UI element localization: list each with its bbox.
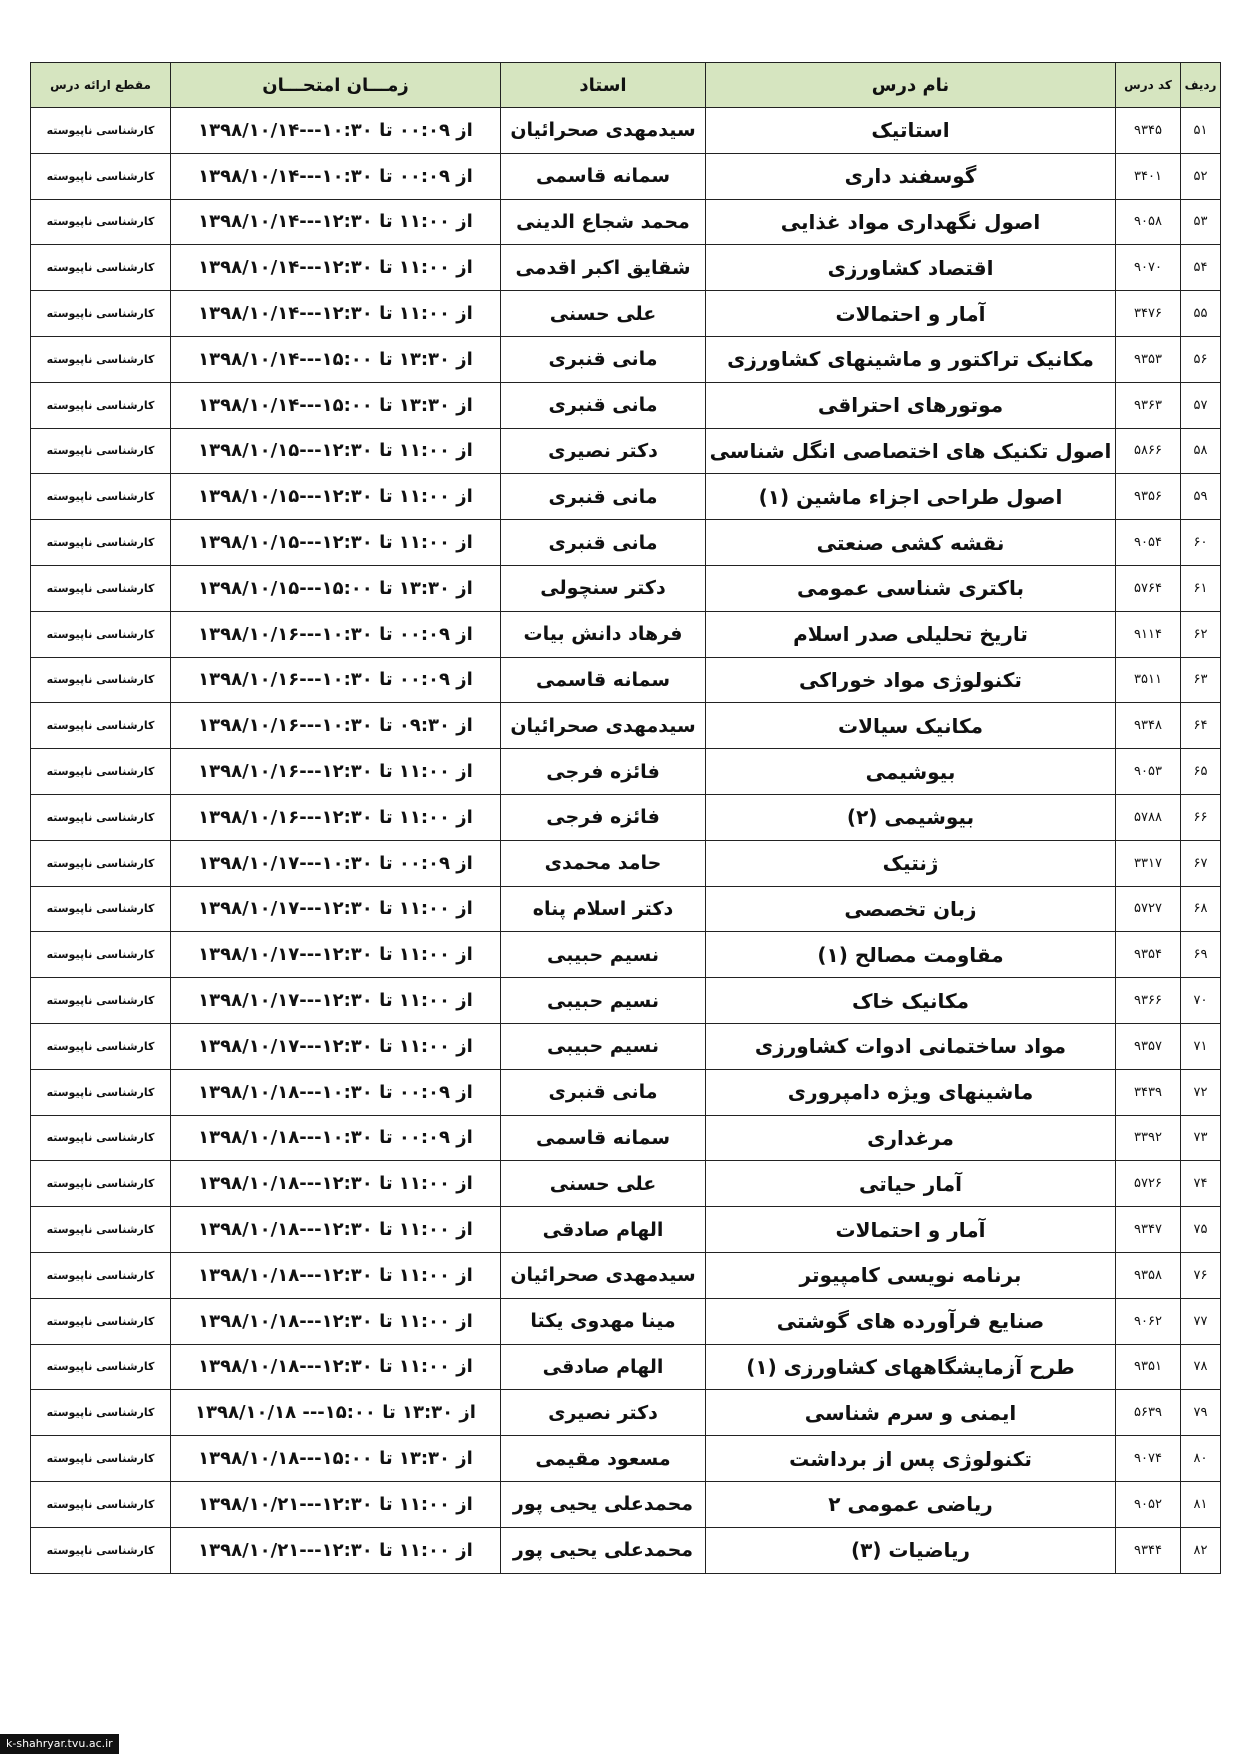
table-row	[31, 245, 1221, 291]
header-teacher: استاد	[501, 63, 706, 108]
cell-level: کارشناسی ناپیوسته	[31, 978, 171, 1024]
cell-teacher: حامد محمدی	[501, 840, 706, 886]
cell-course-code: ۹۰۵۲	[1116, 1481, 1181, 1527]
cell-exam-time: از ۰۰:۰۹ تا ۱۰:۳۰---۱۳۹۸/۱۰/۱۸	[171, 1069, 501, 1115]
cell-row-no: ۵۹	[1181, 474, 1221, 520]
table-row	[31, 1207, 1221, 1253]
table-row	[31, 108, 1221, 154]
cell-course-name: گوسفند داری	[706, 153, 1116, 199]
cell-course-code: ۹۳۵۷	[1116, 1023, 1181, 1069]
table-row	[31, 1436, 1221, 1482]
cell-teacher: محمدعلی یحیی پور	[501, 1481, 706, 1527]
cell-exam-time: از ۱۱:۰۰ تا ۱۲:۳۰---۱۳۹۸/۱۰/۱۷	[171, 1023, 501, 1069]
cell-course-code: ۹۳۴۵	[1116, 108, 1181, 154]
cell-row-no: ۷۹	[1181, 1390, 1221, 1436]
cell-teacher: الهام صادقی	[501, 1207, 706, 1253]
cell-course-name: طرح آزمایشگاههای کشاورزی (۱)	[706, 1344, 1116, 1390]
cell-exam-time: از ۱۱:۰۰ تا ۱۲:۳۰---۱۳۹۸/۱۰/۲۱	[171, 1481, 501, 1527]
cell-row-no: ۷۷	[1181, 1298, 1221, 1344]
cell-row-no: ۷۰	[1181, 978, 1221, 1024]
site-watermark: k-shahryar.tvu.ac.ir	[0, 1734, 119, 1754]
cell-level: کارشناسی ناپیوسته	[31, 611, 171, 657]
table-row	[31, 840, 1221, 886]
cell-course-code: ۵۶۳۹	[1116, 1390, 1181, 1436]
cell-course-name: موتورهای احتراقی	[706, 382, 1116, 428]
cell-exam-time: از ۱۱:۰۰ تا ۱۲:۳۰---۱۳۹۸/۱۰/۱۸	[171, 1252, 501, 1298]
cell-exam-time: از ۰۰:۰۹ تا ۱۰:۳۰---۱۳۹۸/۱۰/۱۴	[171, 108, 501, 154]
cell-course-code: ۹۳۵۶	[1116, 474, 1181, 520]
cell-row-no: ۷۴	[1181, 1161, 1221, 1207]
cell-teacher: نسیم حبیبی	[501, 1023, 706, 1069]
cell-row-no: ۷۵	[1181, 1207, 1221, 1253]
cell-teacher: محمد شجاع الدینی	[501, 199, 706, 245]
cell-exam-time: از ۱۱:۰۰ تا ۱۲:۳۰---۱۳۹۸/۱۰/۲۱	[171, 1527, 501, 1573]
cell-teacher: دکتر اسلام پناه	[501, 886, 706, 932]
cell-level: کارشناسی ناپیوسته	[31, 703, 171, 749]
cell-level: کارشناسی ناپیوسته	[31, 1252, 171, 1298]
cell-course-name: ایمنی و سرم شناسی	[706, 1390, 1116, 1436]
cell-level: کارشناسی ناپیوسته	[31, 794, 171, 840]
cell-level: کارشناسی ناپیوسته	[31, 428, 171, 474]
cell-teacher: دکتر سنچولی	[501, 565, 706, 611]
cell-course-code: ۹۱۱۴	[1116, 611, 1181, 657]
cell-teacher: مسعود مقیمی	[501, 1436, 706, 1482]
cell-teacher: مانی قنبری	[501, 336, 706, 382]
cell-row-no: ۶۶	[1181, 794, 1221, 840]
cell-course-name: مرغداری	[706, 1115, 1116, 1161]
cell-course-code: ۳۳۹۲	[1116, 1115, 1181, 1161]
cell-exam-time: از ۰۹:۳۰ تا ۱۰:۳۰---۱۳۹۸/۱۰/۱۶	[171, 703, 501, 749]
cell-teacher: سیدمهدی صحرائیان	[501, 1252, 706, 1298]
cell-row-no: ۵۸	[1181, 428, 1221, 474]
cell-level: کارشناسی ناپیوسته	[31, 932, 171, 978]
cell-teacher: دکتر نصیری	[501, 1390, 706, 1436]
table-row	[31, 153, 1221, 199]
cell-teacher: سمانه قاسمی	[501, 153, 706, 199]
cell-course-name: اصول تکنیک های اختصاصی انگل شناسی	[706, 428, 1116, 474]
cell-exam-time: از ۱۳:۳۰ تا ۱۵:۰۰---۱۳۹۸/۱۰/۱۴	[171, 382, 501, 428]
cell-course-name: ماشینهای ویژه دامپروری	[706, 1069, 1116, 1115]
cell-teacher: نسیم حبیبی	[501, 978, 706, 1024]
cell-exam-time: از ۱۳:۳۰ تا ۱۵:۰۰--- ۱۳۹۸/۱۰/۱۸	[171, 1390, 501, 1436]
cell-course-name: اصول نگهداری مواد غذایی	[706, 199, 1116, 245]
header-level: مقطع ارائه درس	[31, 63, 171, 108]
cell-course-code: ۵۷۲۷	[1116, 886, 1181, 932]
cell-level: کارشناسی ناپیوسته	[31, 108, 171, 154]
table-row	[31, 794, 1221, 840]
cell-course-code: ۹۰۵۳	[1116, 749, 1181, 795]
cell-course-code: ۵۷۶۴	[1116, 565, 1181, 611]
table-body	[31, 108, 1221, 1574]
header-exam-time: زمـــان امتحـــان	[171, 63, 501, 108]
cell-course-code: ۵۷۸۸	[1116, 794, 1181, 840]
cell-row-no: ۵۷	[1181, 382, 1221, 428]
table-row	[31, 703, 1221, 749]
header-course-name: نام درس	[706, 63, 1116, 108]
table-row	[31, 1069, 1221, 1115]
cell-course-code: ۹۰۵۸	[1116, 199, 1181, 245]
cell-level: کارشناسی ناپیوسته	[31, 1023, 171, 1069]
cell-teacher: مانی قنبری	[501, 1069, 706, 1115]
cell-course-name: صنایع فرآورده های گوشتی	[706, 1298, 1116, 1344]
cell-teacher: نسیم حبیبی	[501, 932, 706, 978]
cell-exam-time: از ۱۱:۰۰ تا ۱۲:۳۰---۱۳۹۸/۱۰/۱۴	[171, 199, 501, 245]
table-row	[31, 1115, 1221, 1161]
cell-exam-time: از ۱۱:۰۰ تا ۱۲:۳۰---۱۳۹۸/۱۰/۱۷	[171, 886, 501, 932]
cell-exam-time: از ۱۱:۰۰ تا ۱۲:۳۰---۱۳۹۸/۱۰/۱۸	[171, 1207, 501, 1253]
cell-exam-time: از ۱۳:۳۰ تا ۱۵:۰۰---۱۳۹۸/۱۰/۱۸	[171, 1436, 501, 1482]
cell-exam-time: از ۰۰:۰۹ تا ۱۰:۳۰---۱۳۹۸/۱۰/۱۶	[171, 657, 501, 703]
cell-course-name: اصول طراحی اجزاء ماشین (۱)	[706, 474, 1116, 520]
cell-exam-time: از ۱۳:۳۰ تا ۱۵:۰۰---۱۳۹۸/۱۰/۱۵	[171, 565, 501, 611]
table-row	[31, 474, 1221, 520]
table-row	[31, 1023, 1221, 1069]
cell-teacher: محمدعلی یحیی پور	[501, 1527, 706, 1573]
cell-level: کارشناسی ناپیوسته	[31, 153, 171, 199]
cell-level: کارشناسی ناپیوسته	[31, 840, 171, 886]
cell-level: کارشناسی ناپیوسته	[31, 657, 171, 703]
table-row	[31, 520, 1221, 566]
cell-course-code: ۹۰۷۴	[1116, 1436, 1181, 1482]
cell-course-code: ۹۳۴۸	[1116, 703, 1181, 749]
cell-level: کارشناسی ناپیوسته	[31, 886, 171, 932]
cell-course-code: ۹۳۵۴	[1116, 932, 1181, 978]
cell-level: کارشناسی ناپیوسته	[31, 1115, 171, 1161]
cell-level: کارشناسی ناپیوسته	[31, 1527, 171, 1573]
cell-row-no: ۶۹	[1181, 932, 1221, 978]
cell-course-name: مواد ساختمانی ادوات کشاورزی	[706, 1023, 1116, 1069]
cell-course-code: ۹۰۷۰	[1116, 245, 1181, 291]
cell-level: کارشناسی ناپیوسته	[31, 474, 171, 520]
table-row	[31, 886, 1221, 932]
cell-course-name: ریاضی عمومی ۲	[706, 1481, 1116, 1527]
cell-exam-time: از ۱۱:۰۰ تا ۱۲:۳۰---۱۳۹۸/۱۰/۱۷	[171, 978, 501, 1024]
cell-course-name: اقتصاد کشاورزی	[706, 245, 1116, 291]
table-row	[31, 978, 1221, 1024]
cell-course-name: آمار و احتمالات	[706, 291, 1116, 337]
cell-row-no: ۶۸	[1181, 886, 1221, 932]
header-row-no: ردیف	[1181, 63, 1221, 108]
cell-row-no: ۶۷	[1181, 840, 1221, 886]
cell-row-no: ۵۱	[1181, 108, 1221, 154]
cell-row-no: ۷۱	[1181, 1023, 1221, 1069]
cell-exam-time: از ۱۳:۳۰ تا ۱۵:۰۰---۱۳۹۸/۱۰/۱۴	[171, 336, 501, 382]
cell-exam-time: از ۱۱:۰۰ تا ۱۲:۳۰---۱۳۹۸/۱۰/۱۷	[171, 932, 501, 978]
header-course-code: کد درس	[1116, 63, 1181, 108]
cell-row-no: ۶۱	[1181, 565, 1221, 611]
cell-course-code: ۳۳۱۷	[1116, 840, 1181, 886]
cell-level: کارشناسی ناپیوسته	[31, 1436, 171, 1482]
cell-course-name: مکانیک تراکتور و ماشینهای کشاورزی	[706, 336, 1116, 382]
cell-course-code: ۵۷۲۶	[1116, 1161, 1181, 1207]
cell-teacher: علی حسنی	[501, 1161, 706, 1207]
cell-exam-time: از ۰۰:۰۹ تا ۱۰:۳۰---۱۳۹۸/۱۰/۱۷	[171, 840, 501, 886]
cell-teacher: مینا مهدوی یکتا	[501, 1298, 706, 1344]
cell-course-code: ۹۳۵۸	[1116, 1252, 1181, 1298]
cell-level: کارشناسی ناپیوسته	[31, 1069, 171, 1115]
table-row	[31, 199, 1221, 245]
cell-row-no: ۵۳	[1181, 199, 1221, 245]
cell-level: کارشناسی ناپیوسته	[31, 1481, 171, 1527]
cell-course-name: تکنولوژی پس از برداشت	[706, 1436, 1116, 1482]
cell-teacher: مانی قنبری	[501, 474, 706, 520]
cell-exam-time: از ۱۱:۰۰ تا ۱۲:۳۰---۱۳۹۸/۱۰/۱۵	[171, 428, 501, 474]
cell-course-name: بیوشیمی (۲)	[706, 794, 1116, 840]
cell-course-name: برنامه نویسی کامپیوتر	[706, 1252, 1116, 1298]
cell-exam-time: از ۱۱:۰۰ تا ۱۲:۳۰---۱۳۹۸/۱۰/۱۸	[171, 1161, 501, 1207]
table-row	[31, 932, 1221, 978]
cell-level: کارشناسی ناپیوسته	[31, 1161, 171, 1207]
cell-teacher: سیدمهدی صحرائیان	[501, 703, 706, 749]
cell-course-code: ۹۳۴۴	[1116, 1527, 1181, 1573]
cell-exam-time: از ۰۰:۰۹ تا ۱۰:۳۰---۱۳۹۸/۱۰/۱۶	[171, 611, 501, 657]
cell-course-name: تاریخ تحلیلی صدر اسلام	[706, 611, 1116, 657]
cell-teacher: الهام صادقی	[501, 1344, 706, 1390]
table-row	[31, 657, 1221, 703]
exam-schedule-sheet	[30, 62, 1220, 1574]
cell-row-no: ۶۵	[1181, 749, 1221, 795]
cell-row-no: ۶۰	[1181, 520, 1221, 566]
cell-teacher: سمانه قاسمی	[501, 657, 706, 703]
cell-course-name: زبان تخصصی	[706, 886, 1116, 932]
cell-course-code: ۹۰۶۲	[1116, 1298, 1181, 1344]
cell-row-no: ۵۴	[1181, 245, 1221, 291]
cell-teacher: سمانه قاسمی	[501, 1115, 706, 1161]
cell-course-name: مقاومت مصالح (۱)	[706, 932, 1116, 978]
cell-course-code: ۳۵۱۱	[1116, 657, 1181, 703]
cell-course-code: ۹۳۵۱	[1116, 1344, 1181, 1390]
table-row	[31, 1298, 1221, 1344]
table-row	[31, 565, 1221, 611]
table-row	[31, 382, 1221, 428]
table-row	[31, 749, 1221, 795]
cell-row-no: ۶۳	[1181, 657, 1221, 703]
cell-course-code: ۳۴۳۹	[1116, 1069, 1181, 1115]
table-header-row	[31, 63, 1221, 108]
cell-row-no: ۷۲	[1181, 1069, 1221, 1115]
cell-teacher: علی حسنی	[501, 291, 706, 337]
table-row	[31, 336, 1221, 382]
cell-row-no: ۷۶	[1181, 1252, 1221, 1298]
cell-row-no: ۸۱	[1181, 1481, 1221, 1527]
cell-level: کارشناسی ناپیوسته	[31, 565, 171, 611]
cell-course-name: ژنتیک	[706, 840, 1116, 886]
cell-exam-time: از ۱۱:۰۰ تا ۱۲:۳۰---۱۳۹۸/۱۰/۱۵	[171, 520, 501, 566]
cell-course-name: مکانیک خاک	[706, 978, 1116, 1024]
cell-exam-time: از ۱۱:۰۰ تا ۱۲:۳۰---۱۳۹۸/۱۰/۱۴	[171, 245, 501, 291]
cell-level: کارشناسی ناپیوسته	[31, 336, 171, 382]
cell-row-no: ۵۲	[1181, 153, 1221, 199]
cell-row-no: ۷۸	[1181, 1344, 1221, 1390]
cell-course-code: ۹۳۶۶	[1116, 978, 1181, 1024]
table-row	[31, 428, 1221, 474]
cell-course-name: باکتری شناسی عمومی	[706, 565, 1116, 611]
cell-teacher: شقایق اکبر اقدمی	[501, 245, 706, 291]
table-row	[31, 291, 1221, 337]
cell-row-no: ۶۲	[1181, 611, 1221, 657]
cell-row-no: ۸۰	[1181, 1436, 1221, 1482]
cell-level: کارشناسی ناپیوسته	[31, 1207, 171, 1253]
cell-level: کارشناسی ناپیوسته	[31, 1298, 171, 1344]
table-row	[31, 1252, 1221, 1298]
cell-course-name: نقشه کشی صنعتی	[706, 520, 1116, 566]
cell-course-name: تکنولوژی مواد خوراکی	[706, 657, 1116, 703]
cell-teacher: مانی قنبری	[501, 520, 706, 566]
cell-teacher: فائزه فرجی	[501, 749, 706, 795]
cell-course-name: مکانیک سیالات	[706, 703, 1116, 749]
cell-row-no: ۵۶	[1181, 336, 1221, 382]
cell-course-code: ۵۸۶۶	[1116, 428, 1181, 474]
cell-level: کارشناسی ناپیوسته	[31, 245, 171, 291]
cell-course-name: آمار و احتمالات	[706, 1207, 1116, 1253]
cell-level: کارشناسی ناپیوسته	[31, 199, 171, 245]
table-row	[31, 1161, 1221, 1207]
cell-row-no: ۷۳	[1181, 1115, 1221, 1161]
cell-exam-time: از ۱۱:۰۰ تا ۱۲:۳۰---۱۳۹۸/۱۰/۱۸	[171, 1298, 501, 1344]
cell-teacher: فائزه فرجی	[501, 794, 706, 840]
cell-row-no: ۸۲	[1181, 1527, 1221, 1573]
cell-course-name: استاتیک	[706, 108, 1116, 154]
cell-level: کارشناسی ناپیوسته	[31, 749, 171, 795]
cell-exam-time: از ۱۱:۰۰ تا ۱۲:۳۰---۱۳۹۸/۱۰/۱۴	[171, 291, 501, 337]
cell-exam-time: از ۱۱:۰۰ تا ۱۲:۳۰---۱۳۹۸/۱۰/۱۵	[171, 474, 501, 520]
cell-course-code: ۳۴۷۶	[1116, 291, 1181, 337]
cell-level: کارشناسی ناپیوسته	[31, 291, 171, 337]
cell-exam-time: از ۱۱:۰۰ تا ۱۲:۳۰---۱۳۹۸/۱۰/۱۸	[171, 1344, 501, 1390]
table-row	[31, 611, 1221, 657]
cell-teacher: فرهاد دانش بیات	[501, 611, 706, 657]
cell-course-code: ۹۰۵۴	[1116, 520, 1181, 566]
cell-exam-time: از ۰۰:۰۹ تا ۱۰:۳۰---۱۳۹۸/۱۰/۱۸	[171, 1115, 501, 1161]
cell-course-name: بیوشیمی	[706, 749, 1116, 795]
exam-schedule-table	[30, 62, 1221, 1574]
table-row	[31, 1527, 1221, 1573]
cell-course-code: ۹۳۶۳	[1116, 382, 1181, 428]
table-row	[31, 1344, 1221, 1390]
cell-course-name: ریاضیات (۳)	[706, 1527, 1116, 1573]
cell-level: کارشناسی ناپیوسته	[31, 1390, 171, 1436]
cell-level: کارشناسی ناپیوسته	[31, 520, 171, 566]
cell-course-code: ۹۳۵۳	[1116, 336, 1181, 382]
cell-exam-time: از ۱۱:۰۰ تا ۱۲:۳۰---۱۳۹۸/۱۰/۱۶	[171, 794, 501, 840]
cell-course-name: آمار حیاتی	[706, 1161, 1116, 1207]
cell-course-code: ۳۴۰۱	[1116, 153, 1181, 199]
cell-level: کارشناسی ناپیوسته	[31, 1344, 171, 1390]
cell-row-no: ۶۴	[1181, 703, 1221, 749]
cell-level: کارشناسی ناپیوسته	[31, 382, 171, 428]
cell-course-code: ۹۳۴۷	[1116, 1207, 1181, 1253]
cell-teacher: مانی قنبری	[501, 382, 706, 428]
cell-exam-time: از ۰۰:۰۹ تا ۱۰:۳۰---۱۳۹۸/۱۰/۱۴	[171, 153, 501, 199]
cell-teacher: سیدمهدی صحرائیان	[501, 108, 706, 154]
cell-teacher: دکتر نصیری	[501, 428, 706, 474]
table-row	[31, 1390, 1221, 1436]
table-row	[31, 1481, 1221, 1527]
cell-exam-time: از ۱۱:۰۰ تا ۱۲:۳۰---۱۳۹۸/۱۰/۱۶	[171, 749, 501, 795]
cell-row-no: ۵۵	[1181, 291, 1221, 337]
